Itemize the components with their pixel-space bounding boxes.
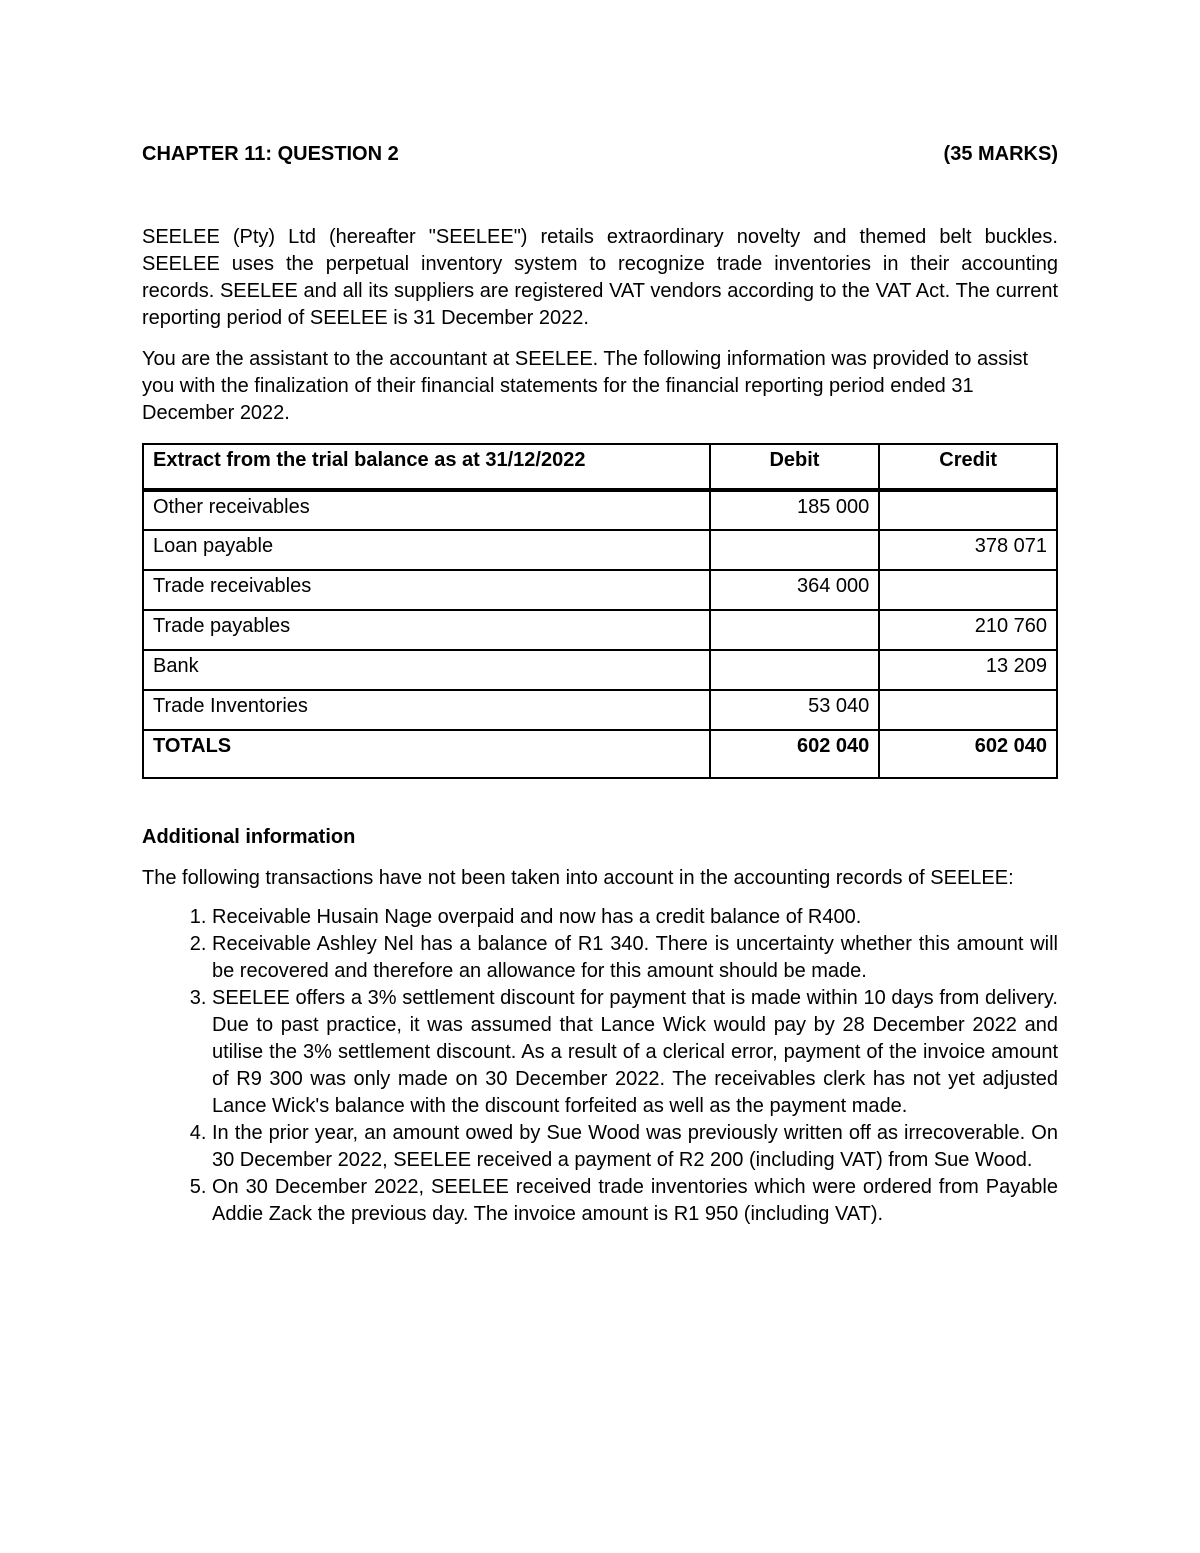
table-row: [143, 610, 1057, 650]
debit-amount: 364 000: [710, 570, 880, 610]
credit-amount: [879, 490, 1057, 530]
table-row: [143, 490, 1057, 530]
debit-amount: 53 040: [710, 690, 880, 730]
table-row: [143, 570, 1057, 610]
table-row: [143, 650, 1057, 690]
header-credit: Credit: [879, 444, 1057, 490]
debit-amount: [710, 650, 880, 690]
debit-amount: 185 000: [710, 490, 880, 530]
totals-debit: 602 040: [710, 730, 880, 778]
credit-amount: 210 760: [879, 610, 1057, 650]
question-heading: [142, 140, 1058, 168]
header-debit: Debit: [710, 444, 880, 490]
list-item: 1. Receivable Husain Nage overpaid and now has a credit balance of R400.: [212, 904, 1058, 931]
credit-amount: [879, 690, 1057, 730]
totals-credit: 602 040: [879, 730, 1057, 778]
totals-row: [143, 730, 1057, 778]
account-name: Trade payables: [143, 610, 710, 650]
account-name: Loan payable: [143, 530, 710, 570]
context-paragraph: You are the assistant to the accountant at SEELEE. The following information was provided to assist you with the finalization of their financial statements for the financial reporting period ended 31 December 2022.: [142, 348, 1029, 424]
list-item: 4. In the prior year, an amount owed by Sue Wood was previously written off as irrecoverable. On 30 December 2022, SEELEE received a payment of R2 200 (including VAT) from Sue Wood.: [212, 1120, 1058, 1174]
credit-amount: 378 071: [879, 530, 1057, 570]
document-page: [142, 140, 1058, 1228]
debit-amount: [710, 610, 880, 650]
additional-info-lead: The following transactions have not been taken into account in the accounting records of SEELEE:: [142, 867, 1014, 889]
account-name: Trade receivables: [143, 570, 710, 610]
question-title: CHAPTER 11: QUESTION 2: [142, 143, 399, 165]
intro-paragraph: SEELEE (Pty) Ltd (hereafter "SEELEE") retails extraordinary novelty and themed belt buckles. SEELEE uses the perpetual inventory system to recognize trade inventories in their accounting records. SEELEE and all its suppliers are registered VAT vendors according to the VAT Act. The current reporting period of SEELEE is 31 December 2022.: [142, 226, 1058, 329]
credit-amount: 13 209: [879, 650, 1057, 690]
list-item: 3. SEELEE offers a 3% settlement discount for payment that is made within 10 days from delivery. Due to past practice, it was assumed that Lance Wick would pay by 28 December 2022 and utilise the 3% settlement discount. As a result of a clerical error, payment of the invoice amount of R9 300 was only made on 30 December 2022. The receivables clerk has not yet adjusted Lance Wick's balance with the discount forfeited as well as the payment made.: [212, 985, 1058, 1120]
question-marks: (35 MARKS): [943, 143, 1058, 165]
list-item: 2. Receivable Ashley Nel has a balance of R1 340. There is uncertainty whether this amount will be recovered and therefore an allowance for this amount should be made.: [212, 931, 1058, 985]
header-account: Extract from the trial balance as at 31/12/2022: [143, 444, 710, 490]
transactions-list: [142, 904, 1058, 1228]
debit-amount: [710, 530, 880, 570]
account-name: Bank: [143, 650, 710, 690]
trial-balance-table: [142, 443, 1058, 779]
trial-balance-header-row: [143, 444, 1057, 490]
additional-info-heading: Additional information: [142, 826, 356, 848]
account-name: Other receivables: [143, 490, 710, 530]
table-row: [143, 690, 1057, 730]
totals-label: TOTALS: [143, 730, 710, 778]
list-item: 5. On 30 December 2022, SEELEE received trade inventories which were ordered from Payable Addie Zack the previous day. The invoice amount is R1 950 (including VAT).: [212, 1174, 1058, 1228]
account-name: Trade Inventories: [143, 690, 710, 730]
table-row: [143, 530, 1057, 570]
credit-amount: [879, 570, 1057, 610]
